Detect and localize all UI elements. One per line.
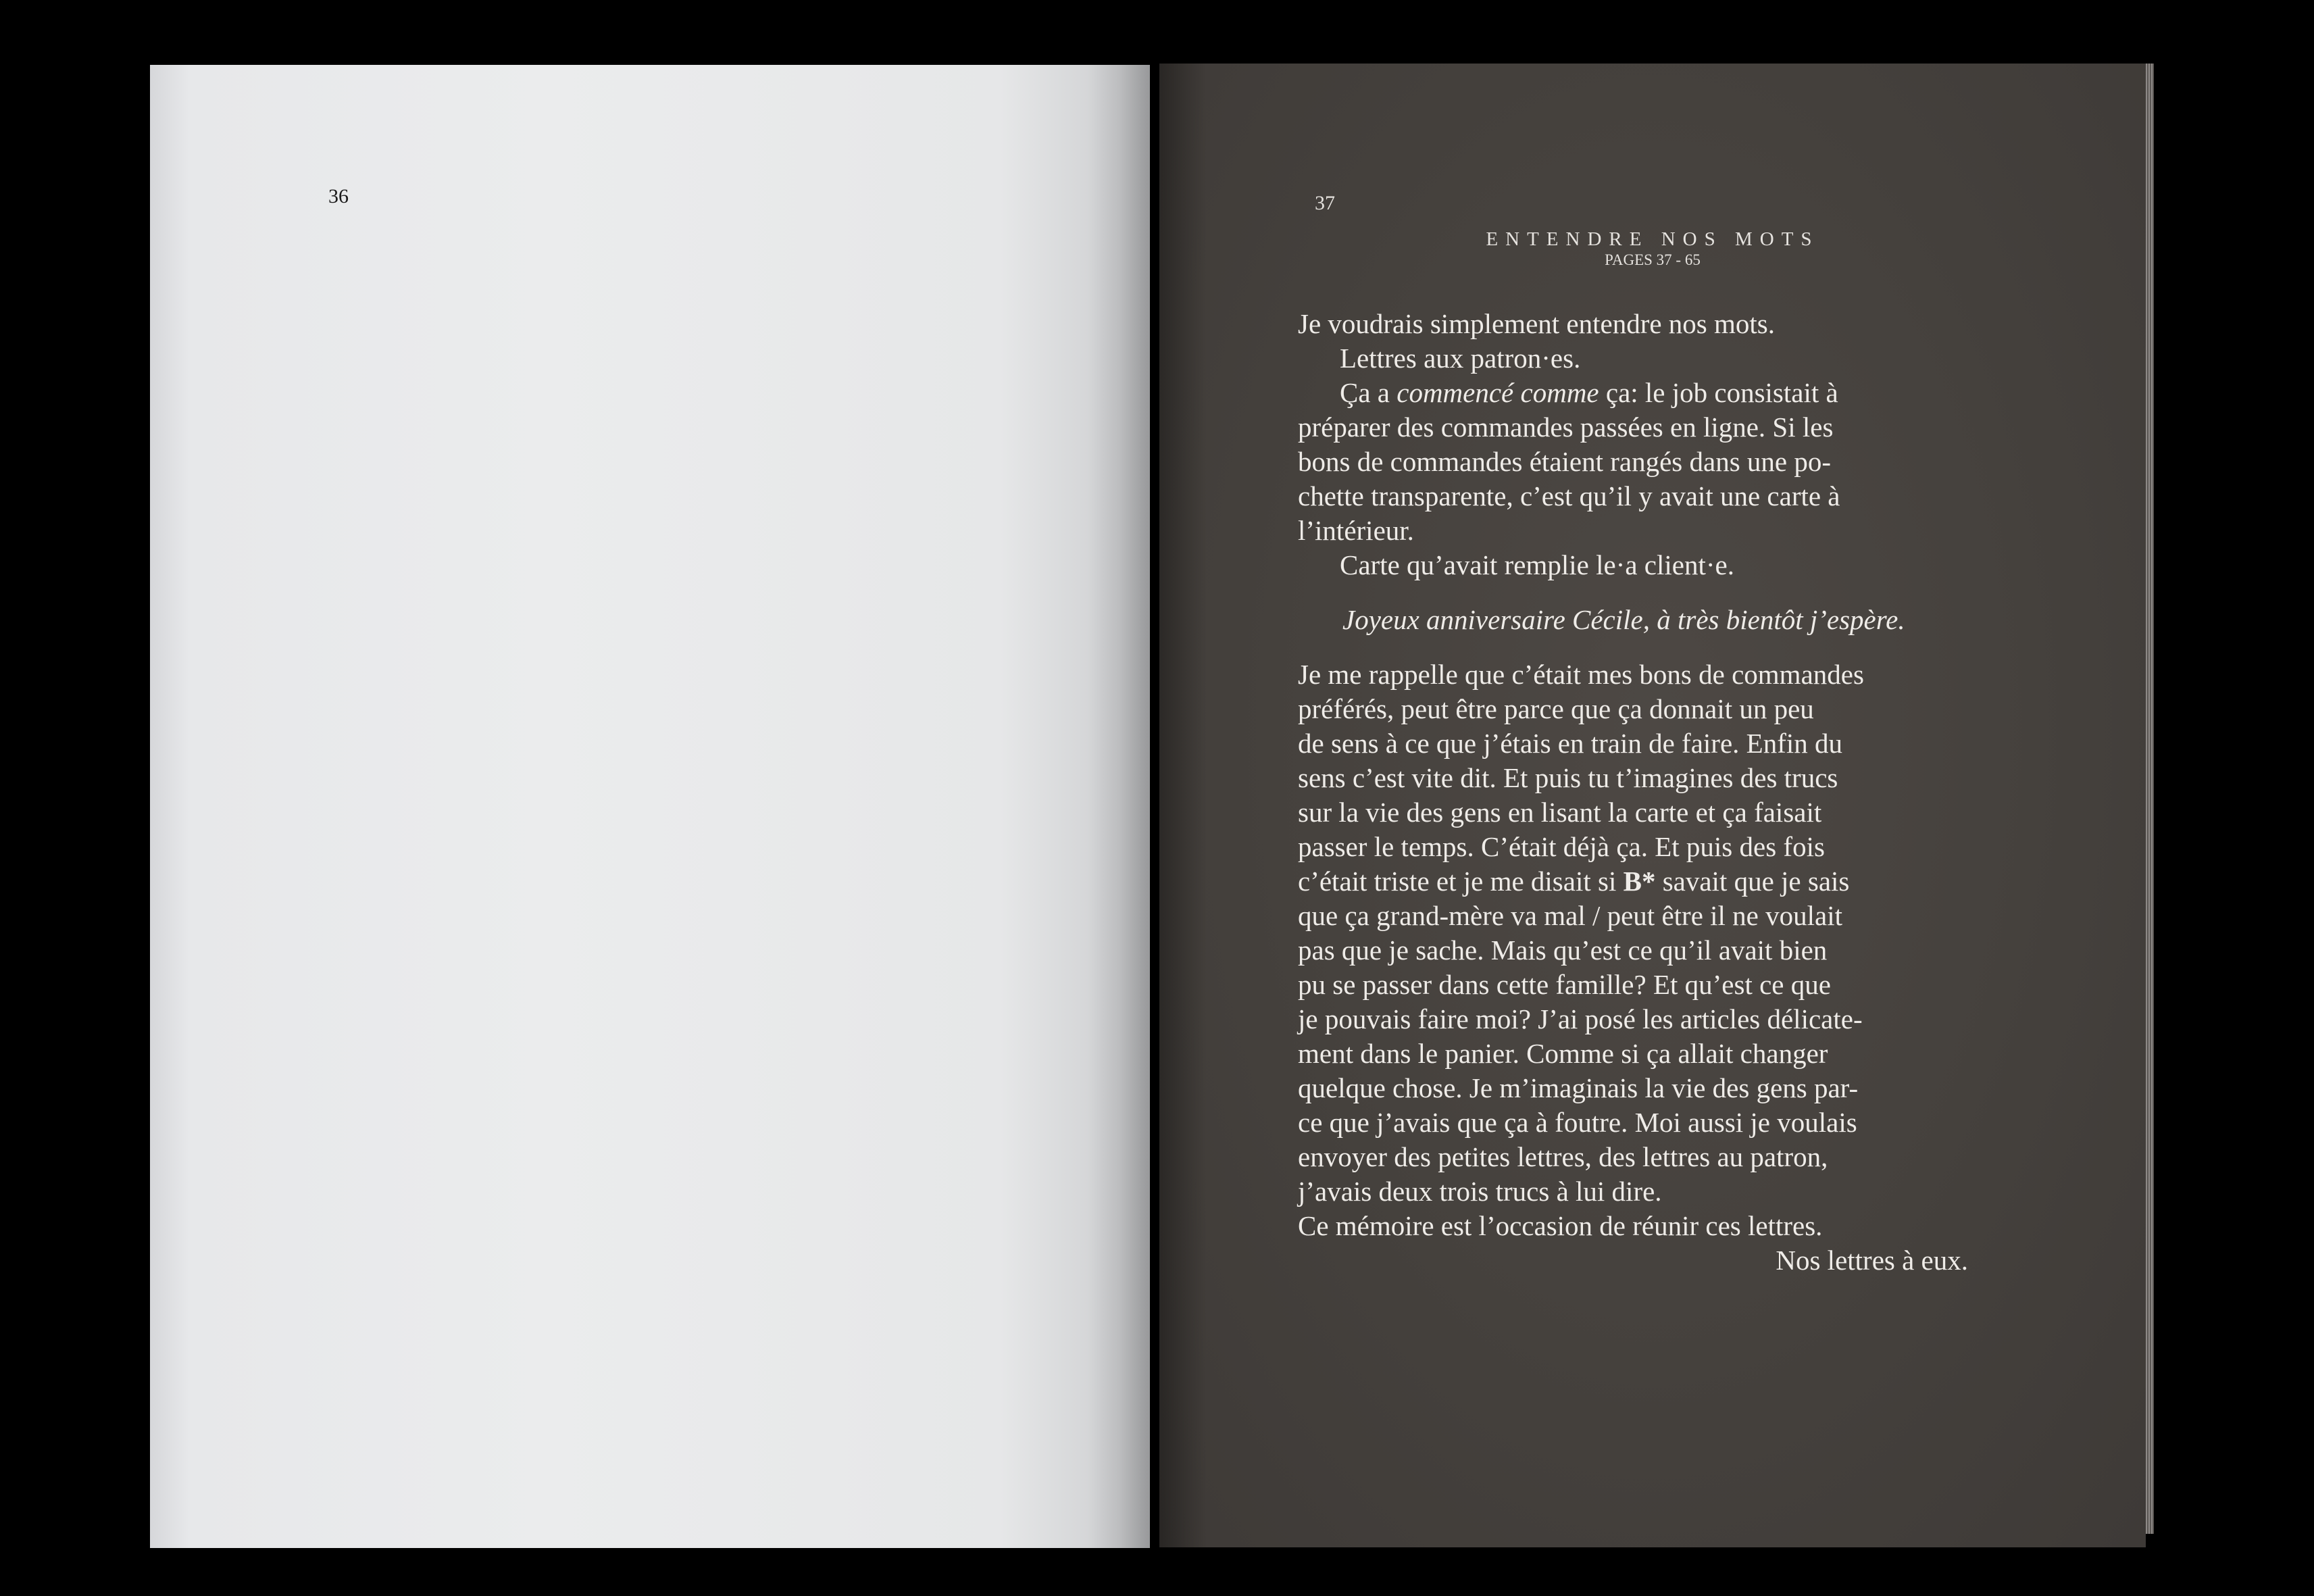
text-line: envoyer des petites lettres, des lettres au patron, — [1298, 1141, 1828, 1172]
page-stack-edge — [2146, 64, 2154, 1534]
quote-line: Joyeux anniversaire Cécile, à très bientôt j’espère. — [1342, 604, 1905, 635]
text-line: quelque chose. Je m’imaginais la vie des gens par- — [1298, 1072, 1859, 1103]
right-page-number: 37 — [1315, 192, 1335, 214]
text-line: Lettres aux patron·es. — [1340, 343, 1581, 374]
text-line: que ça grand-mère va mal / peut être il ne voulait — [1298, 900, 1842, 931]
text-fragment: Ça a — [1340, 377, 1397, 408]
text-line: Je me rappelle que c’était mes bons de commandes — [1298, 659, 1864, 690]
emphasis-fragment: commencé comme — [1397, 377, 1599, 408]
left-page — [150, 65, 1150, 1548]
text-line: Carte qu’avait remplie le·a client·e. — [1340, 549, 1734, 580]
text-line: préparer des commandes passées en ligne. Si les — [1298, 412, 1834, 443]
text-line: Ce mémoire est l’occasion de réunir ces lettres. — [1298, 1210, 1823, 1241]
text-line: préférés, peut être parce que ça donnait un peu — [1298, 693, 1814, 724]
text-line: de sens à ce que j’étais en train de faire. Enfin du — [1298, 728, 1842, 759]
left-gutter-shadow — [1088, 65, 1150, 1548]
left-page-number: 36 — [328, 185, 349, 207]
text-line: ment dans le panier. Comme si ça allait changer — [1298, 1038, 1828, 1069]
text-line — [1298, 864, 2014, 899]
text-line: passer le temps. C’était déjà ça. Et puis des fois — [1298, 831, 1825, 862]
right-gutter-shadow — [1159, 64, 1207, 1547]
text-line: Je voudrais simplement entendre nos mots. — [1298, 308, 1775, 339]
show-through-text — [327, 226, 1016, 1104]
text-fragment: savait que je sais — [1655, 866, 1850, 897]
text-line — [1298, 376, 2014, 410]
chapter-title: ENTENDRE NOS MOTS — [1486, 228, 1819, 250]
text-line: je pouvais faire moi? J’ai posé les articles délicate- — [1298, 1003, 1863, 1034]
text-line: ce que j’avais que ça à foutre. Moi aussi je voulais — [1298, 1107, 1857, 1138]
text-line: pu se passer dans cette famille? Et qu’est ce que — [1298, 969, 1831, 1000]
text-line: pas que je sache. Mais qu’est ce qu’il avait bien — [1298, 934, 1828, 966]
text-line: chette transparente, c’est qu’il y avait une carte à — [1298, 480, 1840, 512]
text-line: sens c’est vite dit. Et puis tu t’imagines des trucs — [1298, 762, 1838, 793]
right-page — [1159, 64, 2146, 1547]
chapter-page-range: PAGES 37 - 65 — [1605, 251, 1701, 268]
text-line: j’avais deux trois trucs à lui dire. — [1298, 1176, 1662, 1207]
text-line: sur la vie des gens en lisant la carte et ça faisait — [1298, 797, 1822, 828]
text-fragment: c’était triste et je me disait si — [1298, 866, 1624, 897]
text-fragment: ça: le job consistait à — [1599, 377, 1838, 408]
bold-fragment: B* — [1623, 866, 1656, 897]
text-line: l’intérieur. — [1298, 515, 1414, 546]
text-line-closing: Nos lettres à eux. — [1776, 1245, 1968, 1276]
body-text — [1298, 307, 2014, 1278]
text-line: bons de commandes étaient rangés dans une po- — [1298, 446, 1832, 477]
